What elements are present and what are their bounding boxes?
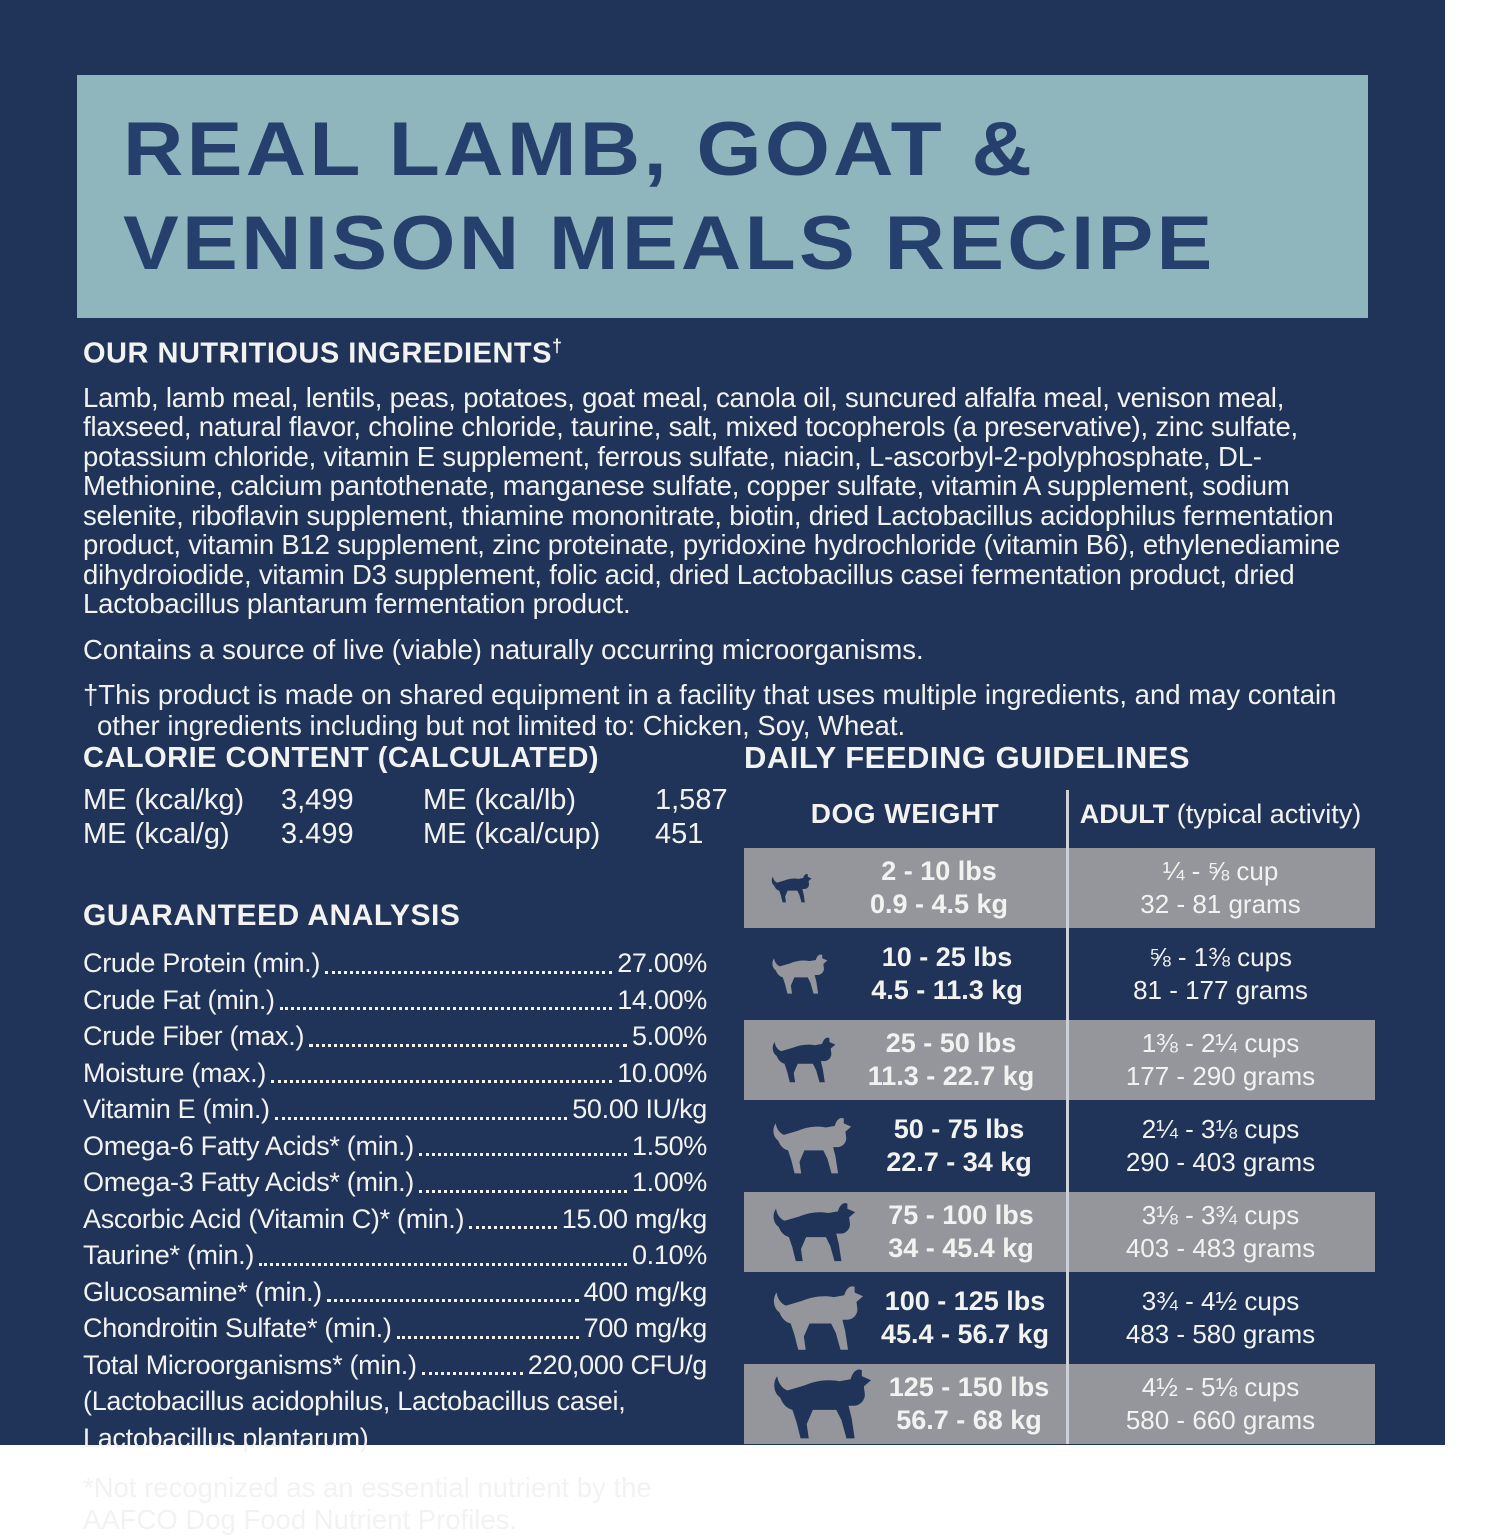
feeding-table [744, 790, 1375, 1444]
analysis-column [83, 742, 728, 1536]
ga-label: Omega-3 Fatty Acids* (min.) [83, 1167, 414, 1197]
amount-grams: 580 - 660 grams [1125, 1405, 1316, 1435]
ga-value: 5.00% [631, 1021, 707, 1051]
feeding-table-header [744, 790, 1375, 842]
amount-grams: 81 - 177 grams [1133, 975, 1308, 1005]
recipe-title-line2: VENISON MEALS RECIPE [123, 200, 1216, 286]
aafco-note-line2: AAFCO Dog Food Nutrient Profiles. [83, 1504, 518, 1535]
weight-kg: 34 - 45.4 kg [888, 1233, 1034, 1263]
calorie-content-grid [83, 783, 728, 851]
ga-label: Crude Fiber (max.) [83, 1021, 305, 1051]
weight-kg: 56.7 - 68 kg [896, 1405, 1042, 1435]
weight-lbs: 2 - 10 lbs [881, 856, 997, 886]
calorie-label: ME (kcal/cup) [423, 818, 601, 850]
ga-label: Crude Protein (min.) [83, 948, 321, 978]
ga-label: Ascorbic Acid (Vitamin C)* (min.) [83, 1203, 465, 1234]
feeding-row [744, 934, 1375, 1014]
aafco-note [83, 1472, 707, 1536]
weight-lbs: 125 - 150 lbs [888, 1372, 1050, 1402]
calorie-label: ME (kcal/kg) [83, 784, 245, 816]
ga-label: Omega-6 Fatty Acids* (min.) [83, 1130, 414, 1161]
dotted-leader [280, 1007, 612, 1010]
bernese-icon [770, 1367, 872, 1440]
weight-lbs: 75 - 100 lbs [888, 1200, 1034, 1230]
feeding-row [744, 1020, 1375, 1100]
dotted-leader [419, 1190, 627, 1193]
ga-row [83, 1201, 707, 1238]
calorie-value: 451 [655, 818, 704, 850]
feeding-guidelines-heading: DAILY FEEDING GUIDELINES [744, 740, 1191, 775]
chihuahua-icon [770, 873, 812, 903]
ga-label: Glucosamine* (min.) [83, 1276, 322, 1307]
amount-grams: 403 - 483 grams [1125, 1233, 1316, 1263]
ga-label: Total Microorganisms* (min.) [83, 1349, 417, 1380]
amount-cups: ⅝ - 1⅜ cups [1148, 942, 1293, 972]
ga-value: 15.00 mg/kg [561, 1203, 707, 1234]
feeding-row [744, 848, 1375, 928]
aafco-note-line1: *Not recognized as an essential nutrient by the [83, 1472, 652, 1503]
weight-lbs: 100 - 125 lbs [884, 1286, 1046, 1316]
table-column-divider [1066, 790, 1069, 1444]
feeding-row [744, 1106, 1375, 1186]
weight-kg: 22.7 - 34 kg [886, 1147, 1032, 1177]
french-bulldog-icon [770, 953, 828, 995]
ga-value: 700 mg/kg [583, 1313, 707, 1343]
adult-column-header [1066, 799, 1375, 830]
ga-label: Crude Fat (min.) [83, 984, 275, 1015]
dotted-leader [419, 1153, 627, 1156]
dotted-leader [422, 1372, 523, 1375]
weight-kg: 11.3 - 22.7 kg [867, 1061, 1035, 1091]
ga-row [83, 1128, 707, 1165]
amount-grams: 32 - 81 grams [1140, 889, 1301, 919]
recipe-title-line1: REAL LAMB, GOAT & [123, 106, 1036, 192]
adult-label: ADULT [1079, 798, 1170, 829]
dotted-leader [469, 1226, 557, 1229]
ga-value: 50.00 IU/kg [572, 1094, 707, 1124]
ga-value: 220,000 CFU/g [527, 1349, 707, 1380]
amount-grams: 290 - 403 grams [1125, 1147, 1316, 1177]
ga-label: Taurine* (min.) [83, 1240, 255, 1270]
labrador-icon [770, 1284, 864, 1352]
ga-value: 1.50% [631, 1130, 707, 1161]
calorie-value: 3.499 [281, 818, 354, 850]
ga-row [83, 1018, 707, 1055]
ga-row [83, 1091, 707, 1128]
terrier-icon [770, 1036, 836, 1084]
feeding-guidelines-section [744, 740, 1375, 1444]
amount-grams: 483 - 580 grams [1125, 1319, 1316, 1349]
weight-kg: 0.9 - 4.5 kg [869, 889, 1009, 919]
ga-label: Chondroitin Sulfate* (min.) [83, 1313, 392, 1343]
weight-kg: 4.5 - 11.3 kg [871, 975, 1023, 1005]
pitbull-icon [770, 1116, 852, 1175]
amount-cups: 3¾ - 4½ cups [1141, 1286, 1300, 1316]
ga-value: 1.00% [631, 1167, 707, 1197]
weight-lbs: 10 - 25 lbs [881, 942, 1013, 972]
ingredients-list: Lamb, lamb meal, lentils, peas, potatoes, goat meal, canola oil, suncured alfalfa meal, venison meal, flaxseed, natural flavor, choline chloride, taurine, salt, mixed tocopherols (a preservative), zinc sulfate, potassium chloride, vitamin E supplement, ferrous sulfate, niacin, L-ascorbyl-2-polyphosphate, DL-Methionine, calcium pantothenate, manganese sulfate, copper sulfate, vitamin A supplement, sodium selenite, riboflavin supplement, thiamine mononitrate, biotin, dried Lactobacillus acidophilus fermentation product, vitamin B12 supplement, zinc proteinate, pyridoxine hydrochloride (vitamin B6), ethylenediamine dihydroiodide, vitamin D3 supplement, folic acid, dried Lactobacillus casei fermentation product, dried Lactobacillus plantarum fermentation product. [83, 381, 1341, 620]
ga-row [83, 1347, 707, 1384]
amount-cups: ¼ - ⅝ cup [1162, 856, 1279, 886]
ga-value: 400 mg/kg [583, 1276, 707, 1307]
ga-value: 0.10% [631, 1240, 707, 1270]
dotted-leader [327, 1299, 579, 1302]
ingredients-heading-text: OUR NUTRITIOUS INGREDIENTS [83, 337, 552, 370]
weight-kg: 45.4 - 56.7 kg [880, 1319, 1050, 1349]
amount-cups: 1⅜ - 2¼ cups [1141, 1028, 1300, 1058]
ga-value: 10.00% [617, 1057, 707, 1088]
ga-row [83, 1274, 707, 1311]
dotted-leader [259, 1263, 627, 1266]
feeding-row [744, 1278, 1375, 1358]
calorie-label: ME (kcal/lb) [423, 784, 577, 816]
weight-lbs: 25 - 50 lbs [885, 1028, 1017, 1058]
weight-lbs: 50 - 75 lbs [893, 1114, 1025, 1144]
ga-row [83, 1055, 707, 1092]
shared-equipment-footnote: †This product is made on shared equipment in a facility that uses multiple ingredients, and may contain other ingredients including but not limited to: Chicken, Soy, Wheat. [83, 678, 1337, 741]
dotted-leader [325, 971, 612, 974]
amount-cups: 2¼ - 3⅛ cups [1141, 1114, 1300, 1144]
amount-grams: 177 - 290 grams [1125, 1061, 1316, 1091]
feeding-row [744, 1192, 1375, 1272]
ga-row [83, 945, 707, 982]
ga-row [83, 1310, 707, 1347]
great-dane-icon [770, 1201, 856, 1263]
calorie-value: 3,499 [281, 784, 354, 816]
guaranteed-analysis-heading: GUARANTEED ANALYSIS [83, 899, 461, 932]
ga-label: Vitamin E (min.) [83, 1094, 270, 1124]
ga-label: Moisture (max.) [83, 1057, 267, 1088]
dagger-mark: † [551, 336, 563, 356]
guaranteed-analysis-list [83, 945, 707, 1456]
contains-statement: Contains a source of live (viable) naturally occurring microorganisms. [83, 633, 924, 665]
amount-cups: 3⅛ - 3¾ cups [1141, 1200, 1300, 1230]
ga-row [83, 1164, 707, 1201]
ga-row [83, 1237, 707, 1274]
recipe-title-banner [77, 75, 1368, 318]
ingredients-section [83, 336, 1375, 741]
ga-value: 27.00% [617, 948, 707, 978]
ga-row [83, 982, 707, 1019]
feeding-row [744, 1364, 1375, 1444]
amount-cups: 4½ - 5⅛ cups [1141, 1372, 1300, 1402]
ingredients-heading [83, 336, 1375, 371]
typical-activity-label: (typical activity) [1169, 798, 1362, 829]
dotted-leader [397, 1336, 579, 1339]
ga-row: (Lactobacillus acidophilus, Lactobacillus casei, [83, 1386, 626, 1416]
calorie-value: 1,587 [655, 784, 728, 816]
dotted-leader [309, 1044, 627, 1047]
ga-value: 14.00% [617, 984, 707, 1015]
dog-weight-column-header: DOG WEIGHT [810, 798, 1000, 829]
dotted-leader [275, 1117, 567, 1120]
calorie-label: ME (kcal/g) [83, 818, 230, 850]
ga-row: Lactobacillus plantarum) [83, 1422, 369, 1453]
calorie-content-heading: CALORIE CONTENT (CALCULATED) [83, 742, 600, 774]
dotted-leader [271, 1080, 612, 1083]
